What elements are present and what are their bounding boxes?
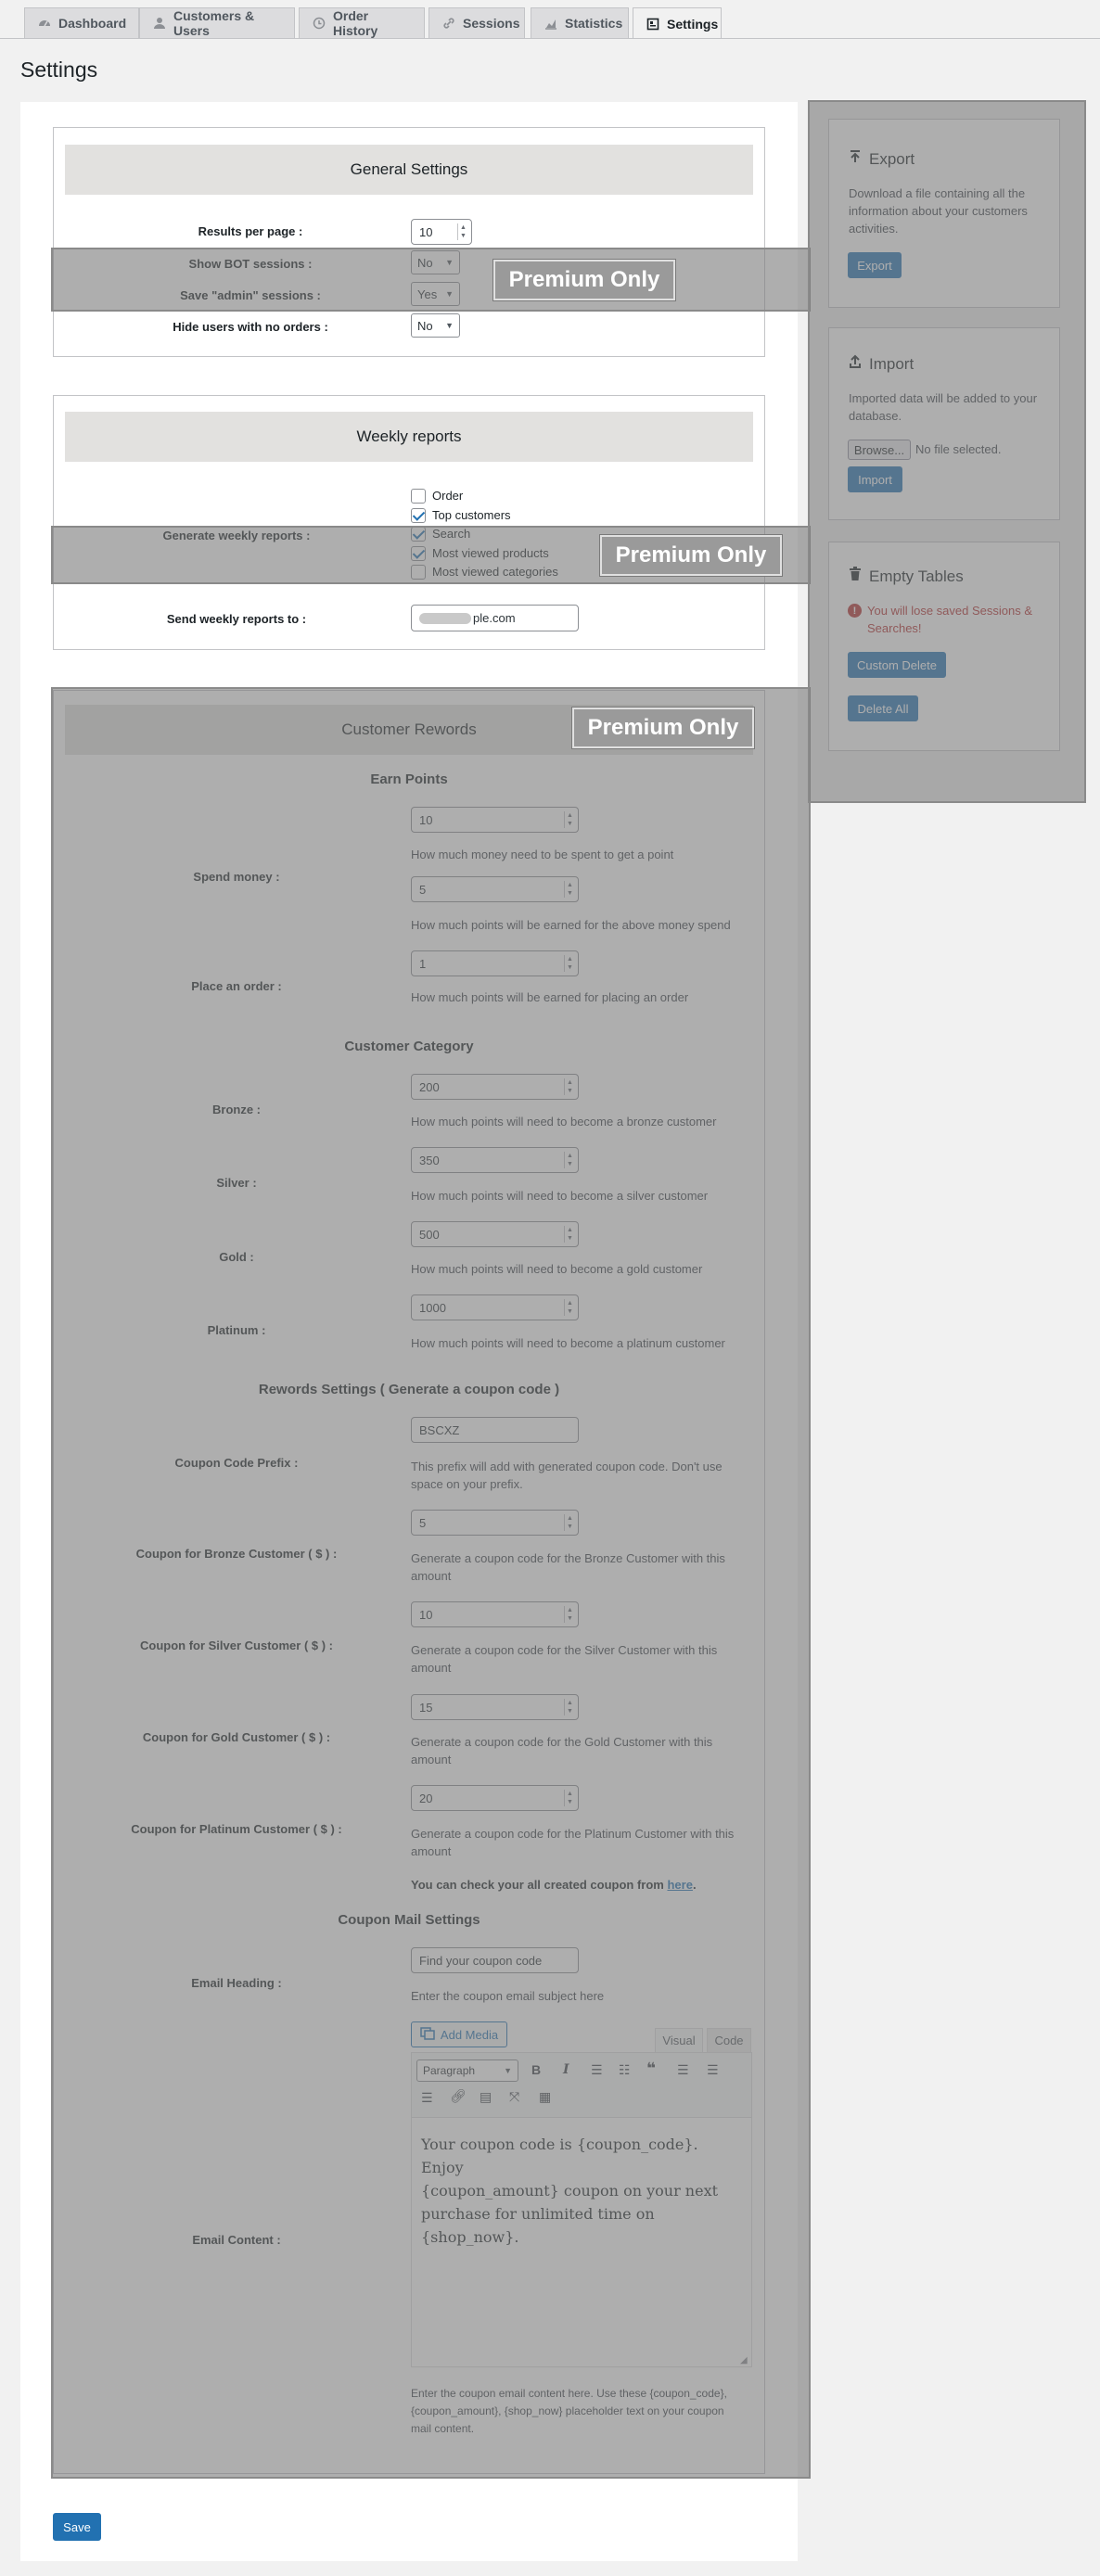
premium-overlay-general [51,248,811,312]
clock-icon [313,17,326,30]
tab-statistics[interactable] [531,7,629,38]
premium-overlay-sidebar [808,100,1086,803]
settings-icon [646,18,659,31]
chart-icon [544,17,557,30]
save-button[interactable]: Save [53,2513,101,2541]
tab-settings[interactable] [633,7,722,39]
tab-label: Settings [667,16,719,32]
tab-order-history[interactable] [299,7,425,38]
tab-customers-users[interactable] [139,7,295,38]
weekly-option-order-label: Order [432,489,464,503]
premium-only-badge[interactable]: Premium Only [600,535,782,576]
hide-users-select[interactable] [411,313,460,338]
premium-only-badge[interactable]: Premium Only [572,708,754,748]
premium-overlay-rewards [51,687,811,2479]
results-per-page-value: 10 [419,224,433,239]
chevron-down-icon: ▼ [445,321,454,330]
general-settings-title: General Settings [65,145,753,195]
weekly-option-top-customers-label: Top customers [432,508,511,522]
redacted-email-blur [419,613,471,624]
stepper-arrows-icon[interactable]: ▲ ▼ [457,223,468,240]
weekly-reports-title: Weekly reports [65,412,753,462]
weekly-option-top-customers-checkbox[interactable] [411,508,426,523]
page-title: Settings [20,57,98,82]
tab-label: Customers & Users [173,8,255,38]
hide-users-label: Hide users with no orders : [173,320,328,334]
tab-label: Order History [333,8,378,38]
tab-dashboard[interactable] [24,7,139,38]
weekly-option-order-checkbox[interactable] [411,489,426,504]
tab-label: Sessions [463,16,520,31]
tab-label: Dashboard [58,16,127,31]
dashboard-icon [38,17,51,30]
premium-only-badge[interactable]: Premium Only [493,260,675,300]
send-weekly-email-input[interactable] [411,605,579,631]
hide-users-value: No [417,318,433,333]
send-weekly-email-value: ple.com [473,611,516,625]
tab-divider [0,38,1100,39]
tab-sessions[interactable] [428,7,525,38]
users-icon [153,17,166,30]
send-weekly-label: Send weekly reports to : [166,612,307,626]
link-icon [442,17,455,30]
results-per-page-input[interactable] [411,219,472,245]
results-per-page-label: Results per page : [198,224,303,238]
tab-label: Statistics [565,16,623,31]
